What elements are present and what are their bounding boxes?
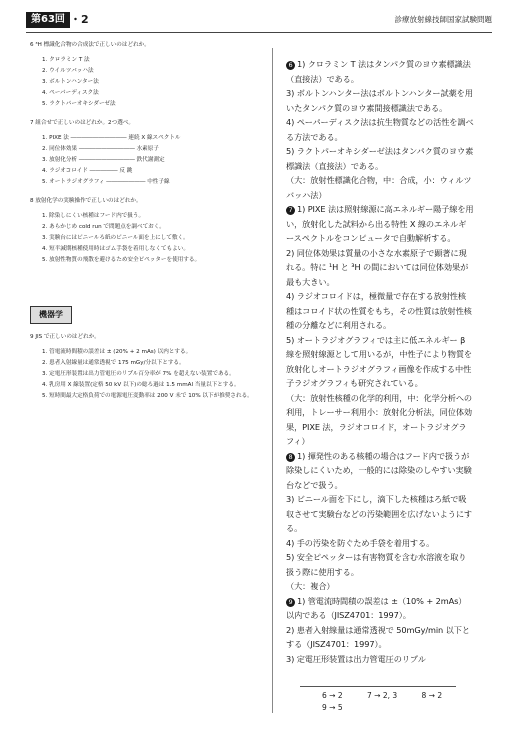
explanations-column xyxy=(286,57,474,666)
exam-title: 診療放射線技師国家試験問題 xyxy=(394,15,492,24)
section-heading: 機器学 xyxy=(30,306,72,324)
question-8 xyxy=(30,196,262,266)
option: 5. 放射性物質の飛散を避けるため安全ピペッターを使用する。 xyxy=(42,257,201,263)
option: 5. オートラジオグラフィ ――――――― 中性子線 xyxy=(42,179,170,185)
answer-number-marker: 9 xyxy=(286,598,295,607)
option: 2. 同位体効果 ―――――――――― 水素原子 xyxy=(42,146,159,152)
option: 5. ラクトパーオキシダーゼ法 xyxy=(42,101,116,107)
option: 2. ウイルツバッハ法 xyxy=(42,68,94,74)
explanation-paragraph: （大：放射性核種の化学的利用，中：化学分析への利用，トレーサー利用小：放射化分析法，同位体効果，PIXE 法，ラジオコロイド，オートラジオグラフィ） xyxy=(286,392,473,446)
answer-key-item: 6 → 2 xyxy=(322,691,343,700)
answer-number-marker: 6 xyxy=(286,61,295,70)
question-7 xyxy=(30,118,262,188)
option: 3. ボルトンハンター法 xyxy=(42,79,99,85)
option: 1. 除染しにくい核種はフード内で扱う。 xyxy=(42,213,145,219)
answer-key xyxy=(322,690,472,714)
explanation-paragraph: （大：複合） xyxy=(286,581,335,591)
answer-key-rule xyxy=(300,686,456,687)
page-header xyxy=(26,12,492,28)
answer-number-marker: 8 xyxy=(286,453,295,462)
header-rule xyxy=(26,32,492,33)
option: 3. 放射化分析 ―――――――――― 鉄代謝測定 xyxy=(42,157,165,163)
explanation-paragraph: 8 1) 揮発性のある核種の場合はフード内で扱うが除染しにくいため，一般的には除染のしやすい実験台などで扱う。 xyxy=(286,450,472,490)
question-9 xyxy=(30,332,262,402)
option: 2. あらかじめ cold run で問題点を調べておく。 xyxy=(42,224,165,230)
explanation-paragraph: 9 1) 管電流時間積の誤差は ±（10% + 2mAs）以内である（JISZ4701：1997）。 xyxy=(286,595,467,620)
option: 1. PIXE 法 ―――――――――― 連続 X 線スペクトル xyxy=(42,135,181,141)
answer-number-marker: 7 xyxy=(286,206,295,215)
explanation-paragraph: （大：放射性標識化合物，中：合成，小：ウィルツバッハ法） xyxy=(286,175,472,200)
option: 4. ペーパーディスク法 xyxy=(42,90,99,96)
option: 3. 定電圧形装置は出力管電圧のリプル百分率が 7% を超えない装置である。 xyxy=(42,371,235,377)
question-stem: 8 放射化学の実験操作で正しいのはどれか。 xyxy=(30,198,142,204)
question-stem: 6 ³H 標識化合物の合成法で正しいのはどれか。 xyxy=(30,42,150,48)
explanation-paragraph: 3) ビニール面を下にし，滴下した核種はろ紙で吸収させて実験台などの汚染範囲を広げないようにする。 xyxy=(286,494,473,533)
explanation-paragraph: 7 1) PIXE 法は照射線源に高エネルギー陽子線を用い，放射化した試料から出る特性 X 線のエネルギースペクトルをコンピュータで自動解析する。 xyxy=(286,204,474,243)
explanation-paragraph: 5) オートラジオグラフィでは主に低エネルギー β 線を照射線源として用いるが，中性子により物質を放射化しオートラジオグラフィ画像を作成する中性子ラジオグラフィも研究されている。 xyxy=(286,334,473,388)
answer-key-item: 8 → 2 xyxy=(421,691,443,700)
question-stem: 9 JIS で正しいのはどれか。 xyxy=(30,334,100,340)
question-6 xyxy=(30,40,262,110)
option: 2. 患者入射線量は通常透視で 175 mGy/分以下とする。 xyxy=(42,360,185,366)
explanation-paragraph: 3) ボルトンハンター法はボルトンハンター試薬を用いたタンパク質のヨウ素間接標識法である。 xyxy=(286,88,473,113)
explanation-paragraph: 4) ラジオコロイドは，極微量で存在する放射性核種はコロイド状の性質をもち，その性質は放射性核種の分離などに利用される。 xyxy=(286,291,472,330)
column-divider xyxy=(272,48,273,713)
option: 4. 短半減期核種使用時はゴム手袋を着用しなくてもよい。 xyxy=(42,246,189,252)
exam-number-badge: 第63回 xyxy=(26,12,70,28)
option: 4. ラジオコロイド ――――― 反 跳 xyxy=(42,168,133,174)
explanation-paragraph: 3) 定電圧形装置は出力管電圧のリプル xyxy=(286,653,426,664)
answer-key-item: 7 → 2, 3 xyxy=(367,691,398,700)
answer-key-item: 9 → 5 xyxy=(322,703,343,712)
option: 1. クロラミン T 法 xyxy=(42,57,90,63)
explanation-paragraph: 2) 同位体効果は質量の小さな水素原子で顕著に現れる。特に ¹H と ³H の間においては同位体効果が最も大きい。 xyxy=(286,247,469,287)
explanation-paragraph: 4) ペーパーディスク法は抗生物質などの活性を調べる方法である。 xyxy=(286,117,474,142)
option: 1. 管電流時間積の誤差は ± (20% + 2 mAs) 以内とする。 xyxy=(42,349,192,355)
questions-column xyxy=(30,40,262,402)
explanation-paragraph: 5) 安全ピペッターは有害物質を含む水溶液を取り扱う際に使用する。 xyxy=(286,552,467,577)
explanation-paragraph: 2) 患者入射線量は通常透視で 50mGy/min 以下とする（JISZ4701：1997）。 xyxy=(286,624,470,649)
option: 4. 乳房用 X 線装置(定格 50 kV 以下)の総ろ過は 1.5 mmAl 当量以下とする。 xyxy=(42,382,240,388)
page-number: ・2 xyxy=(70,13,89,26)
explanation-paragraph: 4) 手の汚染を防ぐため手袋を着用する。 xyxy=(286,537,435,548)
option: 3. 実験台にはビニールろ紙のビニール面を上にして敷く。 xyxy=(42,235,189,241)
question-stem: 7 組合せで正しいのはどれか。2つ選べ。 xyxy=(30,120,134,126)
explanation-paragraph: 5) ラクトパーオキシダーゼ法はタンパク質のヨウ素標識法（直接法）である。 xyxy=(286,146,474,171)
explanation-paragraph: 6 1) クロラミン T 法はタンパク質のヨウ素標識法（直接法）である。 xyxy=(286,59,471,84)
option: 5. 短時間最大定格負荷での電源電圧変動率は 200 V 未で 10% 以下が推奨される。 xyxy=(42,393,253,399)
